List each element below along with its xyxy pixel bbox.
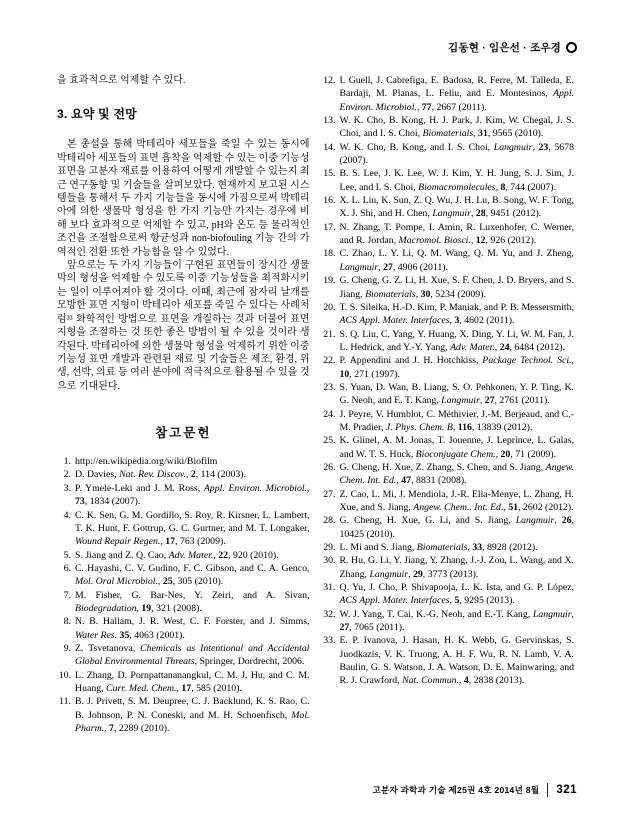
two-column-layout <box>57 74 574 735</box>
reference-item: 5. S. Jiang and Z. Q. Cao, Adv. Mater., 22, 920 (2010). <box>57 549 310 562</box>
reference-item: 7. M. Fisher, G. Bar-Nes, Y. Zeiri, and A. Sivan, Biodegradation, 19, 321 (2008). <box>57 589 310 616</box>
reference-number: 24. <box>323 408 336 420</box>
page-header <box>448 40 577 55</box>
reference-number: 1. <box>63 456 71 468</box>
reference-number: 28. <box>323 515 336 527</box>
reference-number: 5. <box>63 549 71 561</box>
reference-number: 19. <box>323 275 336 287</box>
author-names: 김동현 · 임은선 · 조우경 <box>448 42 561 54</box>
reference-number: 7. <box>63 589 71 601</box>
reference-item: 6. C. Hayashi, C. V. Gudino, F. C. Gibson, and C. A. Genco, Mol. Oral Microbiol., 25, 305 (2010). <box>57 562 310 589</box>
reference-item: 9. Z. Tsvetanova, Chemicals as Intentional and Accidental Global Environmental Threats, Springer, Dordrecht, 2006. <box>57 642 310 669</box>
reference-item: 21. S. Q. Liu, C. Yang, Y. Huang, X. Ding, Y. Li, W. M. Fan, J. L. Hedrick, and Y.-Y. Yang, Adv. Mater., 24, 6484 (2012). <box>323 328 574 353</box>
reference-item: 29. L. Mi and S. Jiang, Biomaterials, 33, 8928 (2012). <box>323 542 538 554</box>
reference-item: 26. G. Cheng, H. Xue, Z. Zhang, S. Chen, and S. Jiang, Angew. Chem. Int. Ed., 47, 8831 (2008). <box>323 461 574 487</box>
reference-list-left <box>57 455 310 735</box>
reference-number: 4. <box>63 509 71 521</box>
reference-number: 29. <box>323 542 336 554</box>
reference-item: 15. B. S. Lee, J. K. Lee, W. J. Kim, Y. H. Jung, S. J. Sim, J. Lee, and I. S. Choi, Biomacromolecules, 8, 744 (2007). <box>323 168 574 193</box>
reference-number: 14. <box>323 141 336 153</box>
reference-number: 26. <box>323 461 336 473</box>
footer-divider <box>547 783 548 797</box>
reference-item: 33. E. P. Ivanova, J. Hasan, H. K. Webb, G. Gervinskas, S. Juodkazis, V. K. Truong, A. H. F. Wu, R. N. Lamb, V. A. Baulin, G. S. Watson, J. A. Watson, D. E. Mainwaring, and R. J. Crawford, Nat. Commun., 4, 2838 (2013). <box>323 635 574 687</box>
page-footer <box>372 783 577 797</box>
reference-number: 11. <box>59 696 71 708</box>
reference-item: 10. L. Zhang, D. Pornpattananangkul, C. M. J. Hu, and C. M. Huang, Curr. Med. Chem., 17, 585 (2010). <box>58 669 310 694</box>
reference-number: 9. <box>63 642 71 654</box>
reference-number: 17. <box>323 221 336 233</box>
reference-number: 18. <box>323 248 336 260</box>
reference-item: 30. R. Hu, G. Li, Y. Jiang, Y. Zhang, J.-J. Zou, L. Wang, and X. Zhang, Langmuir, 29, 3773 (2013). <box>323 555 574 580</box>
reference-item: 1. http://en.wikipedia.org/wiki/Biofilm <box>57 455 310 468</box>
reference-item: 28. G. Cheng, H. Xue, G. Li, and S. Jiang, Langmuir, 26, 10425 (2010). <box>323 515 574 540</box>
reference-item: 20. T. S. Sileika, H.-D. Kim, P. Maniak, and P. B. Messersmith, ACS Appl. Mater. Interfaces, 3, 4602 (2011). <box>323 301 574 327</box>
right-column <box>322 74 575 735</box>
reference-item: 32. W. J. Yang, T. Cai, K.-G. Neoh, and E.-T. Kang, Langmuir, 27, 7065 (2011). <box>323 608 574 634</box>
summary-paragraph-2: 앞으로는 두 가지 기능들이 구현된 표면들이 장시간 생물막의 형성을 억제할 수 있도록 이중 기능성들을 최적화시키는 일이 이루어져야 할 것이다. 이때, 최근에 잠자리 날개를 모방한 표면 지형이 박테리아 세포를 죽일 수 있다는 사례처럼³³ 화학적인 방법으로 표면을 개질하는 것과 더불어 표면 지형을 조절하는 것 또한 좋은 방법이 될 수 있을 것이라 생각된다. 박테리아에 의한 생물막 형성을 억제하기 위한 이중 기능성 표면 개발과 관련된 재료 및 기술들은 제조, 환경, 위생, 선박, 의료 등 여러 분야에 적극적으로 활용될 수 있을 것으로 기대된다. <box>57 260 310 392</box>
left-column <box>57 74 310 735</box>
carryover-paragraph: 을 효과적으로 억제할 수 있다. <box>57 75 186 86</box>
reference-number: 22. <box>323 355 336 367</box>
reference-number: 25. <box>323 435 336 447</box>
reference-item: 8. N. B. Hallam, J. R. West, C. F. Forster, and J. Simms, Water Res. 35, 4063 (2001). <box>57 615 310 642</box>
reference-list-right <box>322 74 575 688</box>
reference-number: 27. <box>323 488 336 500</box>
reference-item: 4. C. K. Sen, G. M. Gordillo, S. Roy, R. Kirsner, L. Lambert, T. K. Hunt, F. Gottrup, G. C. Gurtner, and M. T. Longaker, Wound Repair Regen., 17, 763 (2009). <box>57 509 310 549</box>
reference-number: 2. <box>63 469 71 481</box>
reference-number: 32. <box>323 608 336 620</box>
reference-number: 3. <box>63 482 71 494</box>
reference-item: 13. W. K. Cho, B. Kong, H. J. Park, J. Kim, W. Chegal, J. S. Choi, and I. S. Choi, Biomaterials, 31, 9565 (2010). <box>323 115 574 140</box>
reference-number: 23. <box>323 381 336 393</box>
reference-number: 12. <box>323 75 336 86</box>
reference-item: 2. D. Davies, Nat. Rev. Discov., 2, 114 (2003). <box>57 468 310 481</box>
reference-item: 22. P. Appendini and J. H. Hotchkiss, Package Technol. Sci., 10, 271 (1997). <box>323 355 574 380</box>
reference-item: 19. G. Cheng, G. Z. Li, H. Xue, S. F. Chen, J. D. Bryers, and S. Jiang, Biomaterials, 30, 5234 (2009). <box>323 275 574 300</box>
reference-number: 6. <box>63 562 71 574</box>
reference-number: 31. <box>323 582 336 594</box>
reference-item: 12. I. Guell, J. Cabrefiga, E. Badosa, R. Ferre, M. Talleda, E. Bardaji, M. Planas, L. Feliu, and E. Montesinos, Appl. Environ. Microbiol., 77, 2667 (2011). <box>323 75 574 113</box>
reference-number: 20. <box>323 301 336 313</box>
reference-item: 23. S. Yuan, D. Wan, B. Liang, S. O. Pehkonen, Y. P. Ting, K. G. Neoh, and E. T. Kang, Langmuir, 27, 2761 (2011). <box>323 381 574 407</box>
page-number: 321 <box>556 784 577 796</box>
reference-item: 3. P. Ymele-Leki and J. M. Ross, Appl. Environ. Microbiol., 73, 1834 (2007). <box>57 482 310 509</box>
reference-item: 31. Q. Yu, J. Cho, P. Shivapooja, L. K. Ista, and G. P. López, ACS Appl. Mater. Interfaces, 5, 9295 (2013). <box>323 582 574 607</box>
corresponding-author-ring-icon <box>566 42 577 53</box>
references-heading: 참고문헌 <box>155 426 212 441</box>
reference-item: 24. J. Peyre, V. Humblot, C. Méthivier, J.-M. Berjeaud, and C.-M. Pradier, J. Phys. Chem. B, 116, 13839 (2012). <box>323 408 574 433</box>
reference-item: 17. N. Zhang, T. Pompe, I. Amin, R. Luxenhofer, C. Werner, and R. Jordan, Macromol. Biosci., 12, 926 (2012). <box>323 221 574 247</box>
reference-number: 33. <box>323 635 336 647</box>
reference-number: 30. <box>323 555 336 567</box>
reference-number: 13. <box>323 115 336 127</box>
reference-number: 10. <box>58 669 71 681</box>
reference-number: 16. <box>323 195 336 207</box>
journal-issue-info: 고분자 과학과 기술 제25권 4호 2014년 8월 <box>372 785 540 795</box>
reference-item: 25. K. Glinel, A. M. Jonas, T. Jouenne, J. Leprince, L. Galas, and W. T. S. Huck, Bioconjugate Chem., 20, 71 (2009). <box>323 435 574 460</box>
reference-number: 15. <box>323 168 336 180</box>
reference-item: 14. W. K. Cho, B. Kong, and I. S. Choi, Langmuir, 23, 5678 (2007). <box>323 141 575 167</box>
section-heading: 3. 요약 및 전망 <box>57 107 137 122</box>
summary-paragraph-1: 본 총설을 통해 박테리아 세포들을 죽일 수 있는 동시에 박테리아 세포들의 표면 흡착을 억제할 수 있는 이중 기능성 표면을 고분자 재료를 이용하여 어떻게 개발할 수 있는지 최근 연구동향 및 기술들을 살펴보았다. 현재까지 보고된 시스템들을 통해서 두 가지 기능들을 동시에 가짐으로써 박테리아에 의한 생물막 형성을 한 가지 기능만 가지는 경우에 비해 보다 효과적으로 억제할 수 있고, pH와 온도 등 물리적인 조건을 조절함으로써 항균성과 non-biofouling 기능 간의 가역적인 전환 또한 가능함을 알 수 있었다. <box>57 139 310 258</box>
reference-item: 16. X. L. Liu, K. Sun, Z. Q. Wu, J. H. Lu, B. Song, W. F. Tong, X. J. Shi, and H. Chen, Langmuir, 28, 9451 (2012). <box>323 195 574 220</box>
reference-item: 27. Z. Cao, L. Mi, J. Mendiola, J.-R. Ella-Menye, L. Zhang, H. Xue, and S. Jiang, Angew. Chem.. Int. Ed., 51, 2602 (2012). <box>323 488 574 513</box>
reference-number: 8. <box>63 616 71 628</box>
reference-item: 11. B. J. Privett, S. M. Deupree, C. J. Backlund, K. S. Rao, C. B. Johnson, P. N. Coneski, and M. H. Schoenfisch, Mol. Pharm., 7, 2289 (2010). <box>57 695 310 735</box>
reference-item: 18. C. Zhao, L. Y. Li, Q. M. Wang, Q. M. Yu, and J. Zheng, Langmuir, 27, 4906 (2011). <box>323 248 574 273</box>
reference-number: 21. <box>323 328 336 340</box>
